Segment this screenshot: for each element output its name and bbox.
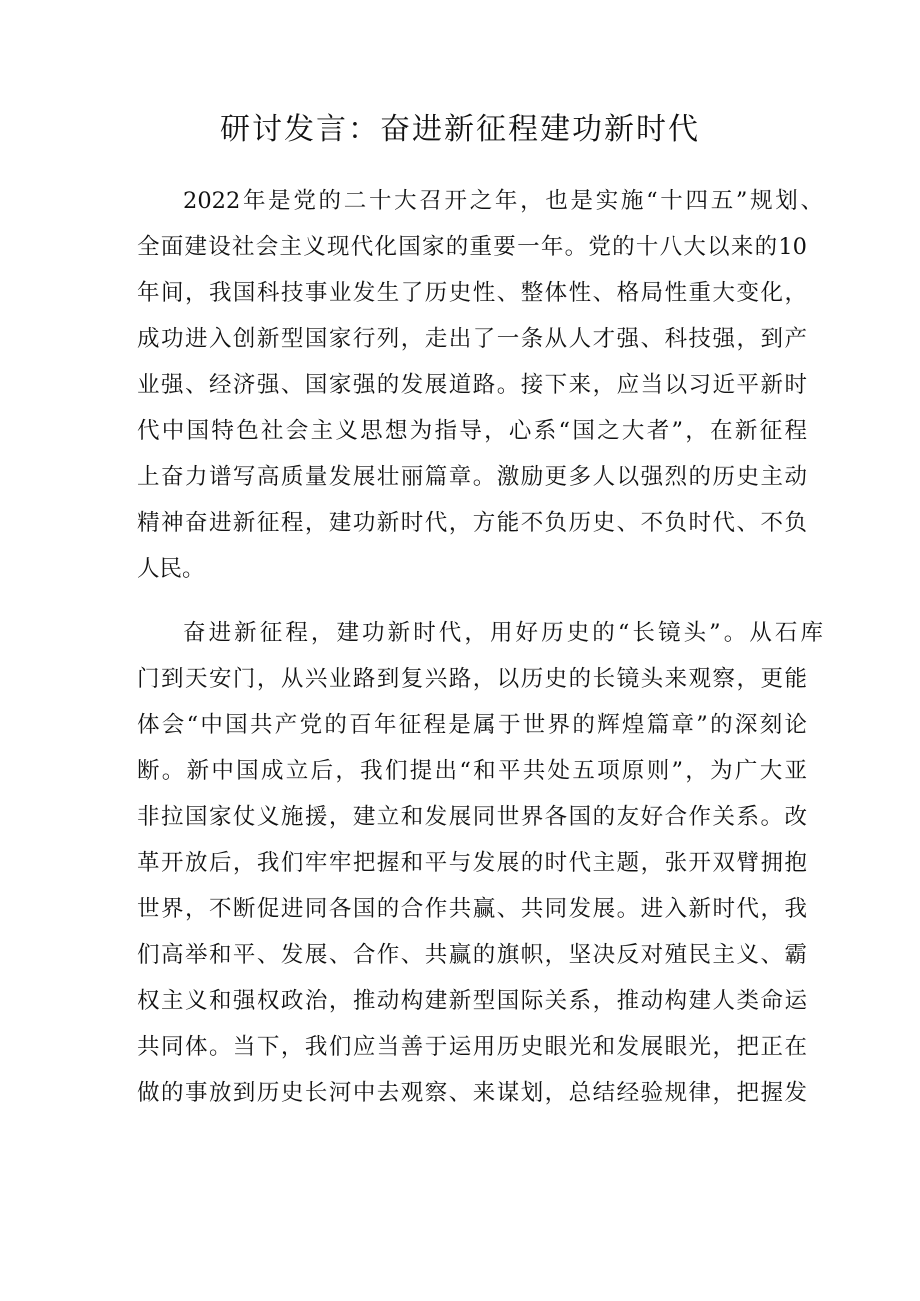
paragraph-1-line-2: 全面建设社会主义现代化国家的重要一年。党的十八大以来的10 [137,234,807,260]
document-title: 研讨发言：奋进新征程建功新时代 [220,112,700,147]
paragraph-1-line-4: 成功进入创新型国家行列，走出了一条从人才强、科技强，到产 [137,326,807,352]
paragraph-1-line-5: 业强、经济强、国家强的发展道路。接下来，应当以习近平新时 [137,372,807,398]
paragraph-2-line-4: 断。新中国成立后，我们提出“和平共处五项原则”，为广大亚 [137,758,807,784]
paragraph-2-line-5: 非拉国家仗义施援，建立和发展同世界各国的友好合作关系。改 [137,804,807,830]
paragraph-1-line-8: 精神奋进新征程，建功新时代，方能不负历史、不负时代、不负 [137,510,807,536]
paragraph-2-line-6: 革开放后，我们牢牢把握和平与发展的时代主题，张开双臂拥抱 [137,850,807,876]
paragraph-2-line-2: 门到天安门，从兴业路到复兴路，以历史的长镜头来观察，更能 [137,666,807,692]
paragraph-2-line-11: 做的事放到历史长河中去观察、来谋划，总结经验规律，把握发 [137,1080,807,1106]
paragraph-2-line-10: 共同体。当下，我们应当善于运用历史眼光和发展眼光，把正在 [137,1034,807,1060]
paragraph-2-line-1: 奋进新征程，建功新时代，用好历史的“长镜头”。从石库 [183,620,823,646]
paragraph-1-line-7: 上奋力谱写高质量发展壮丽篇章。激励更多人以强烈的历史主动 [137,464,807,490]
paragraph-1-line-1: 2022年是党的二十大召开之年，也是实施“十四五”规划、 [183,188,823,214]
paragraph-2-line-9: 权主义和强权政治，推动构建新型国际关系，推动构建人类命运 [137,988,807,1014]
paragraph-2-line-3: 体会“中国共产党的百年征程是属于世界的辉煌篇章”的深刻论 [137,712,807,738]
paragraph-1-line-9: 人民。 [137,556,205,582]
paragraph-2-line-7: 世界，不断促进同各国的合作共赢、共同发展。进入新时代，我 [137,896,807,922]
paragraph-2-line-8: 们高举和平、发展、合作、共赢的旗帜，坚决反对殖民主义、霸 [137,942,807,968]
paragraph-1-line-3: 年间，我国科技事业发生了历史性、整体性、格局性重大变化， [137,280,807,306]
paragraph-1-line-6: 代中国特色社会主义思想为指导，心系“国之大者”，在新征程 [137,418,807,444]
